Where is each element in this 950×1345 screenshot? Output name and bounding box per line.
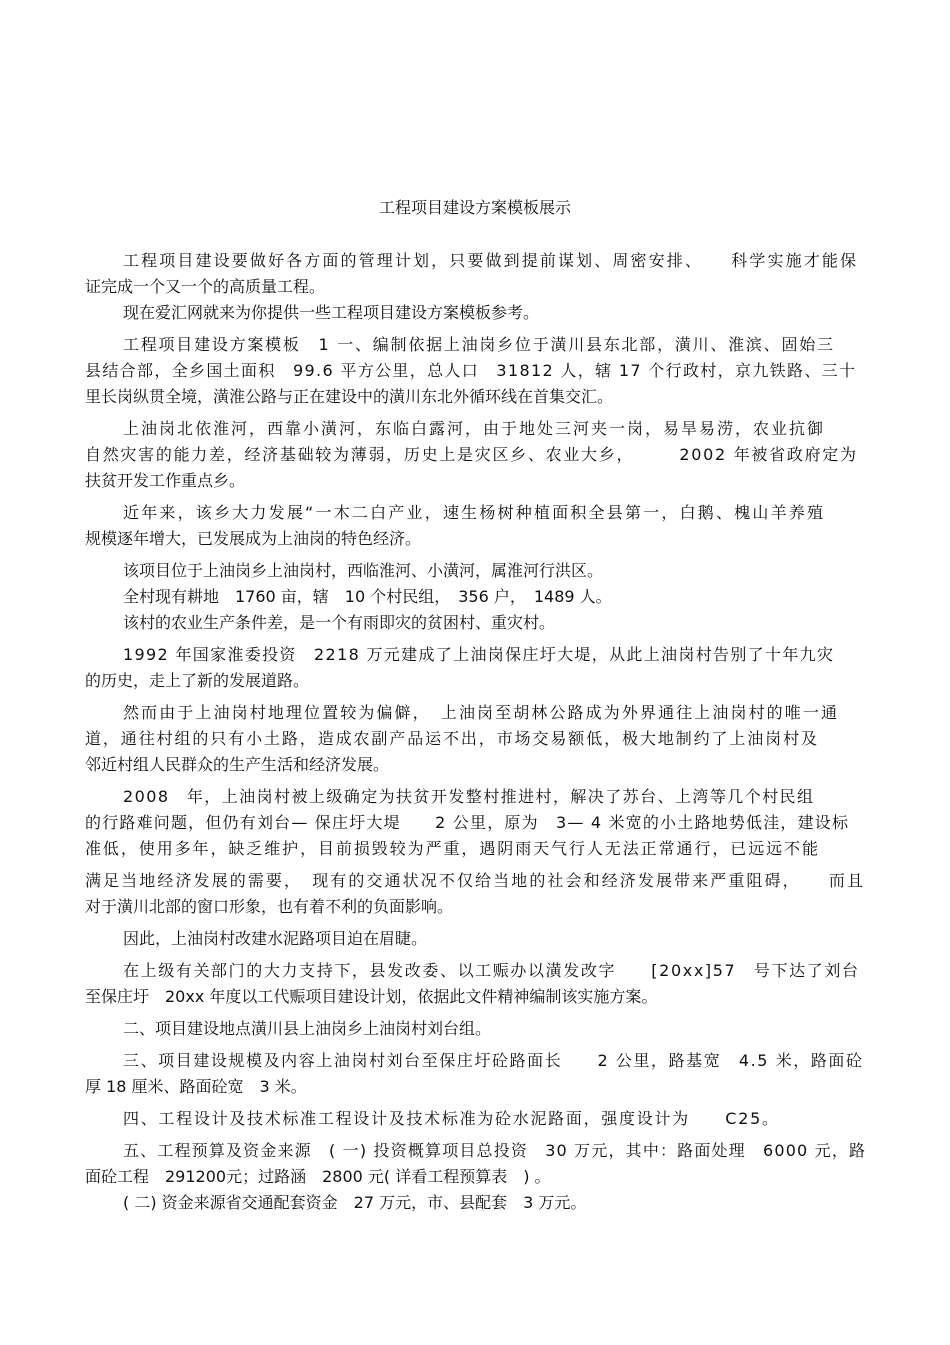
paragraph-line: 至保庄圩 20xx 年度以工代赈项目建设计划，依据此文件精神编制该实施方案。 bbox=[85, 987, 658, 1006]
paragraph-line: 道，通往村组的只有小土路，造成农副产品运不出，市场交易额低，极大地制约了上油岗村及 bbox=[85, 729, 819, 748]
paragraph-line: 1992 年国家淮委投资 2218 万元建成了上油岗保庄圩大堤，从此上油岗村告别了十年九灾 bbox=[123, 645, 835, 664]
paragraph-line: 自然灾害的能力差，经济基础较为薄弱，历史上是灾区乡、农业大乡， 2002 年被省政府定为 bbox=[85, 445, 858, 464]
paragraph-line: 五、工程预算及资金来源 ( 一) 投资概算项目总投资 30 万元，其中：路面处理 6000 元，路 bbox=[123, 1141, 867, 1160]
paragraph-line: 四、工程设计及技术标准工程设计及技术标准为砼水泥路面，强度设计为 C25。 bbox=[123, 1109, 780, 1128]
paragraph-line: 上油岗北依淮河，西靠小潢河，东临白露河，由于地处三河夹一岗，易旱易涝，农业抗御 bbox=[123, 419, 825, 438]
paragraph-line: 在上级有关部门的大力支持下，县发改委、以工赈办以潢发改字 [20xx]57 号下达了刘台 bbox=[123, 961, 860, 980]
paragraph-line: 工程项目建设方案模板 1 一、编制依据上油岗乡位于潢川县东北部，潢川、淮滨、固始三 bbox=[123, 335, 835, 354]
paragraph-line: 厚 18 厘米、路面砼宽 3 米。 bbox=[85, 1077, 307, 1096]
paragraph-line: 现在爱汇网就来为你提供一些工程项目建设方案模板参考。 bbox=[123, 303, 540, 322]
paragraph-line: 邻近村组人民群众的生产生活和经济发展。 bbox=[85, 755, 390, 774]
paragraph-line: 满足当地经济发展的需要， 现有的交通状况不仅给当地的社会和经济发展带来严重阻碍， 而且 bbox=[85, 871, 866, 890]
paragraph-line: 全村现有耕地 1760 亩，辖 10 个村民组， 356 户， 1489 人。 bbox=[123, 587, 612, 606]
paragraph-line: 的历史，走上了新的发展道路。 bbox=[85, 671, 310, 690]
paragraph-line: 证完成一个又一个的高质量工程。 bbox=[85, 277, 326, 296]
paragraph-line: 扶贫开发工作重点乡。 bbox=[85, 471, 246, 490]
paragraph-line: 县结合部，全乡国土面积 99.6 平方公里，总人口 31812 人，辖 17 个行政村，京九铁路、三十 bbox=[85, 361, 857, 380]
paragraph-line: 对于潢川北部的窗口形象，也有着不利的负面影响。 bbox=[85, 897, 454, 916]
paragraph-line: 规模逐年增大，已发展成为上油岗的特色经济。 bbox=[85, 529, 422, 548]
paragraph-line: 里长岗纵贯全境，潢淮公路与正在建设中的潢川东北外循环线在首集交汇。 bbox=[85, 387, 614, 406]
paragraph-line: 该村的农业生产条件差，是一个有雨即灾的贫困村、重灾村。 bbox=[123, 613, 556, 632]
paragraph-line: 然而由于上油岗村地理位置较为偏僻， 上油岗至胡林公路成为外界通往上油岗村的唯一通 bbox=[123, 703, 840, 722]
paragraph-line: 准低，使用多年，缺乏维护，目前损毁较为严重，遇阴雨天气行人无法正常通行，已远远不能 bbox=[85, 839, 820, 858]
paragraph-line: 2008 年，上油岗村被上级确定为扶贫开发整村推进村，解决了苏台、上湾等几个村民组 bbox=[123, 787, 815, 806]
paragraph-line: 二、项目建设地点潢川县上油岗乡上油岗村刘台组。 bbox=[123, 1019, 492, 1038]
paragraph-line: ( 二) 资金来源省交通配套资金 27 万元，市、县配套 3 万元。 bbox=[123, 1193, 587, 1212]
paragraph-line: 近年来，该乡大力发展“一木二白产业，速生杨树种植面积全县第一，白鹅、槐山羊养殖 bbox=[123, 503, 826, 522]
paragraph-line: 三、项目建设规模及内容上油岗村刘台至保庄圩砼路面长 2 公里，路基宽 4.5 米，路面砼 bbox=[123, 1051, 864, 1070]
paragraph-line: 工程项目建设要做好各方面的管理计划，只要做到提前谋划、周密安排、 科学实施才能保 bbox=[123, 251, 859, 270]
paragraph-line: 面砼工程 291200元；过路涵 2800 元( 详看工程预算表 ) 。 bbox=[85, 1167, 551, 1186]
paragraph-line: 该项目位于上油岗乡上油岗村，西临淮河、小潢河，属淮河行洪区。 bbox=[123, 561, 604, 580]
paragraph-line: 因此，上油岗村改建水泥路项目迫在眉睫。 bbox=[123, 929, 428, 948]
document-title: 工程项目建设方案模板展示 bbox=[378, 198, 571, 217]
paragraph-line: 的行路难问题，但仍有刘台— 保庄圩大堤 2 公里，原为 3— 4 米宽的小土路地势低洼，建设标 bbox=[85, 813, 850, 832]
